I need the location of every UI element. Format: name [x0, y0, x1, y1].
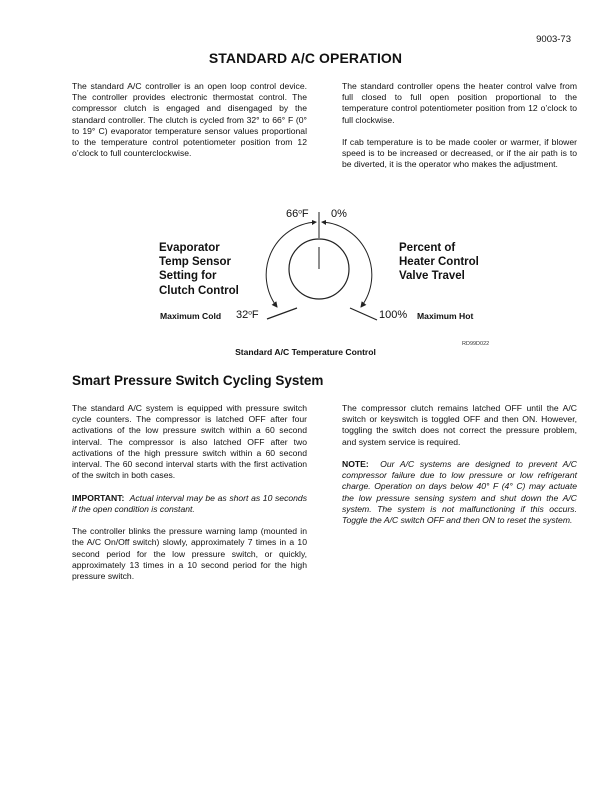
- note-text: Our A/C systems are designed to prevent A/C compressor failure due to low pressure or low refrigerant charge. Operation on days below 40° F (4° C) may actuate the low pressure sensing system and shut down the A/C system. The system is not malfunctioning if this occurs. Toggle the A/C switch OFF and then ON to reset the system.: [342, 459, 578, 526]
- top-right-value: 0%: [331, 208, 347, 220]
- paragraph: If cab temperature is to be made cooler or warmer, if blower speed is to be increased or decreased, or if the air path is to be diverted, it is the operator who makes the adjustment.: [342, 137, 577, 170]
- degree-symbol: o: [298, 208, 302, 216]
- paragraph: The controller blinks the pressure warning lamp (mounted in the A/C On/Off switch) slowly, approximately 7 times in a 10 second period for the low pressure switch, or quickly, approximately 13 times in a 10 second period for the high pressure switch.: [72, 526, 307, 582]
- degree-symbol: o: [248, 309, 252, 317]
- label-line: Percent of: [399, 242, 456, 254]
- page-number: 9003-73: [536, 34, 571, 45]
- pressure-column-left: [72, 403, 307, 593]
- pressure-column-right: [342, 403, 577, 537]
- temperature-control-figure: [0, 0, 611, 360]
- figure-caption: Standard A/C Temperature Control: [235, 347, 376, 357]
- note-paragraph: [342, 459, 577, 526]
- max-hot-label: Maximum Hot: [417, 311, 474, 321]
- bottom-left-value: [236, 309, 259, 321]
- max-cold-label: Maximum Cold: [160, 311, 222, 321]
- unit-f: F: [301, 208, 309, 220]
- important-paragraph: [72, 493, 307, 515]
- value-32: 32: [236, 309, 249, 321]
- paragraph: The standard controller opens the heater control valve from full closed to full open position proportional to the temperature control potentiometer position from 12 o’clock to full clockwise.: [342, 81, 577, 125]
- label-line: Clutch Control: [159, 284, 239, 297]
- label-line: Heater Control: [399, 256, 479, 269]
- unit-f: F: [251, 309, 259, 321]
- temperature-dial-icon: [0, 0, 611, 360]
- right-figure-label: [399, 241, 479, 284]
- label-line: Temp Sensor: [159, 256, 231, 269]
- paragraph: The standard A/C system is equipped with pressure switch cycle counters. The compressor is latched OFF after four activations of the low pressure switch within a 60 second interval. The compressor is also latched OFF after two activations of the high pressure switch within a 60 second interval. The 60 second interval starts with the first activation of the switch in both cases.: [72, 403, 307, 481]
- label-line: Evaporator: [159, 242, 220, 254]
- note-label: NOTE:: [342, 459, 369, 469]
- left-figure-label: [159, 241, 239, 298]
- value-66: 66: [286, 208, 299, 220]
- important-text: Actual interval may be as short as 10 seconds if the open condition is constant.: [72, 492, 308, 514]
- figure-code: RD99D022: [462, 341, 490, 347]
- paragraph: The standard A/C controller is an open loop control device. The controller provides electronic thermostat control. The compressor clutch is engaged and disengaged by the standard controller. The clutch is cycled from 32° to 66° F (0° to 19° C) evaporator temperature sensor values proportional to the temperature control potentiometer position from 12 o’clock to full counterclockwise.: [72, 81, 307, 159]
- paragraph: The compressor clutch remains latched OFF until the A/C switch or keyswitch is toggled OFF and then ON. However, toggling the switch does not correct the pressure problem, and system service is required.: [342, 403, 577, 447]
- label-line: Setting for: [159, 270, 217, 283]
- section-heading: Smart Pressure Switch Cycling System: [72, 373, 324, 388]
- page-title: STANDARD A/C OPERATION: [208, 50, 403, 66]
- important-label: IMPORTANT:: [72, 492, 125, 503]
- top-left-value: [286, 208, 309, 220]
- label-line: Valve Travel: [399, 270, 465, 283]
- bottom-right-value: 100%: [379, 309, 408, 321]
